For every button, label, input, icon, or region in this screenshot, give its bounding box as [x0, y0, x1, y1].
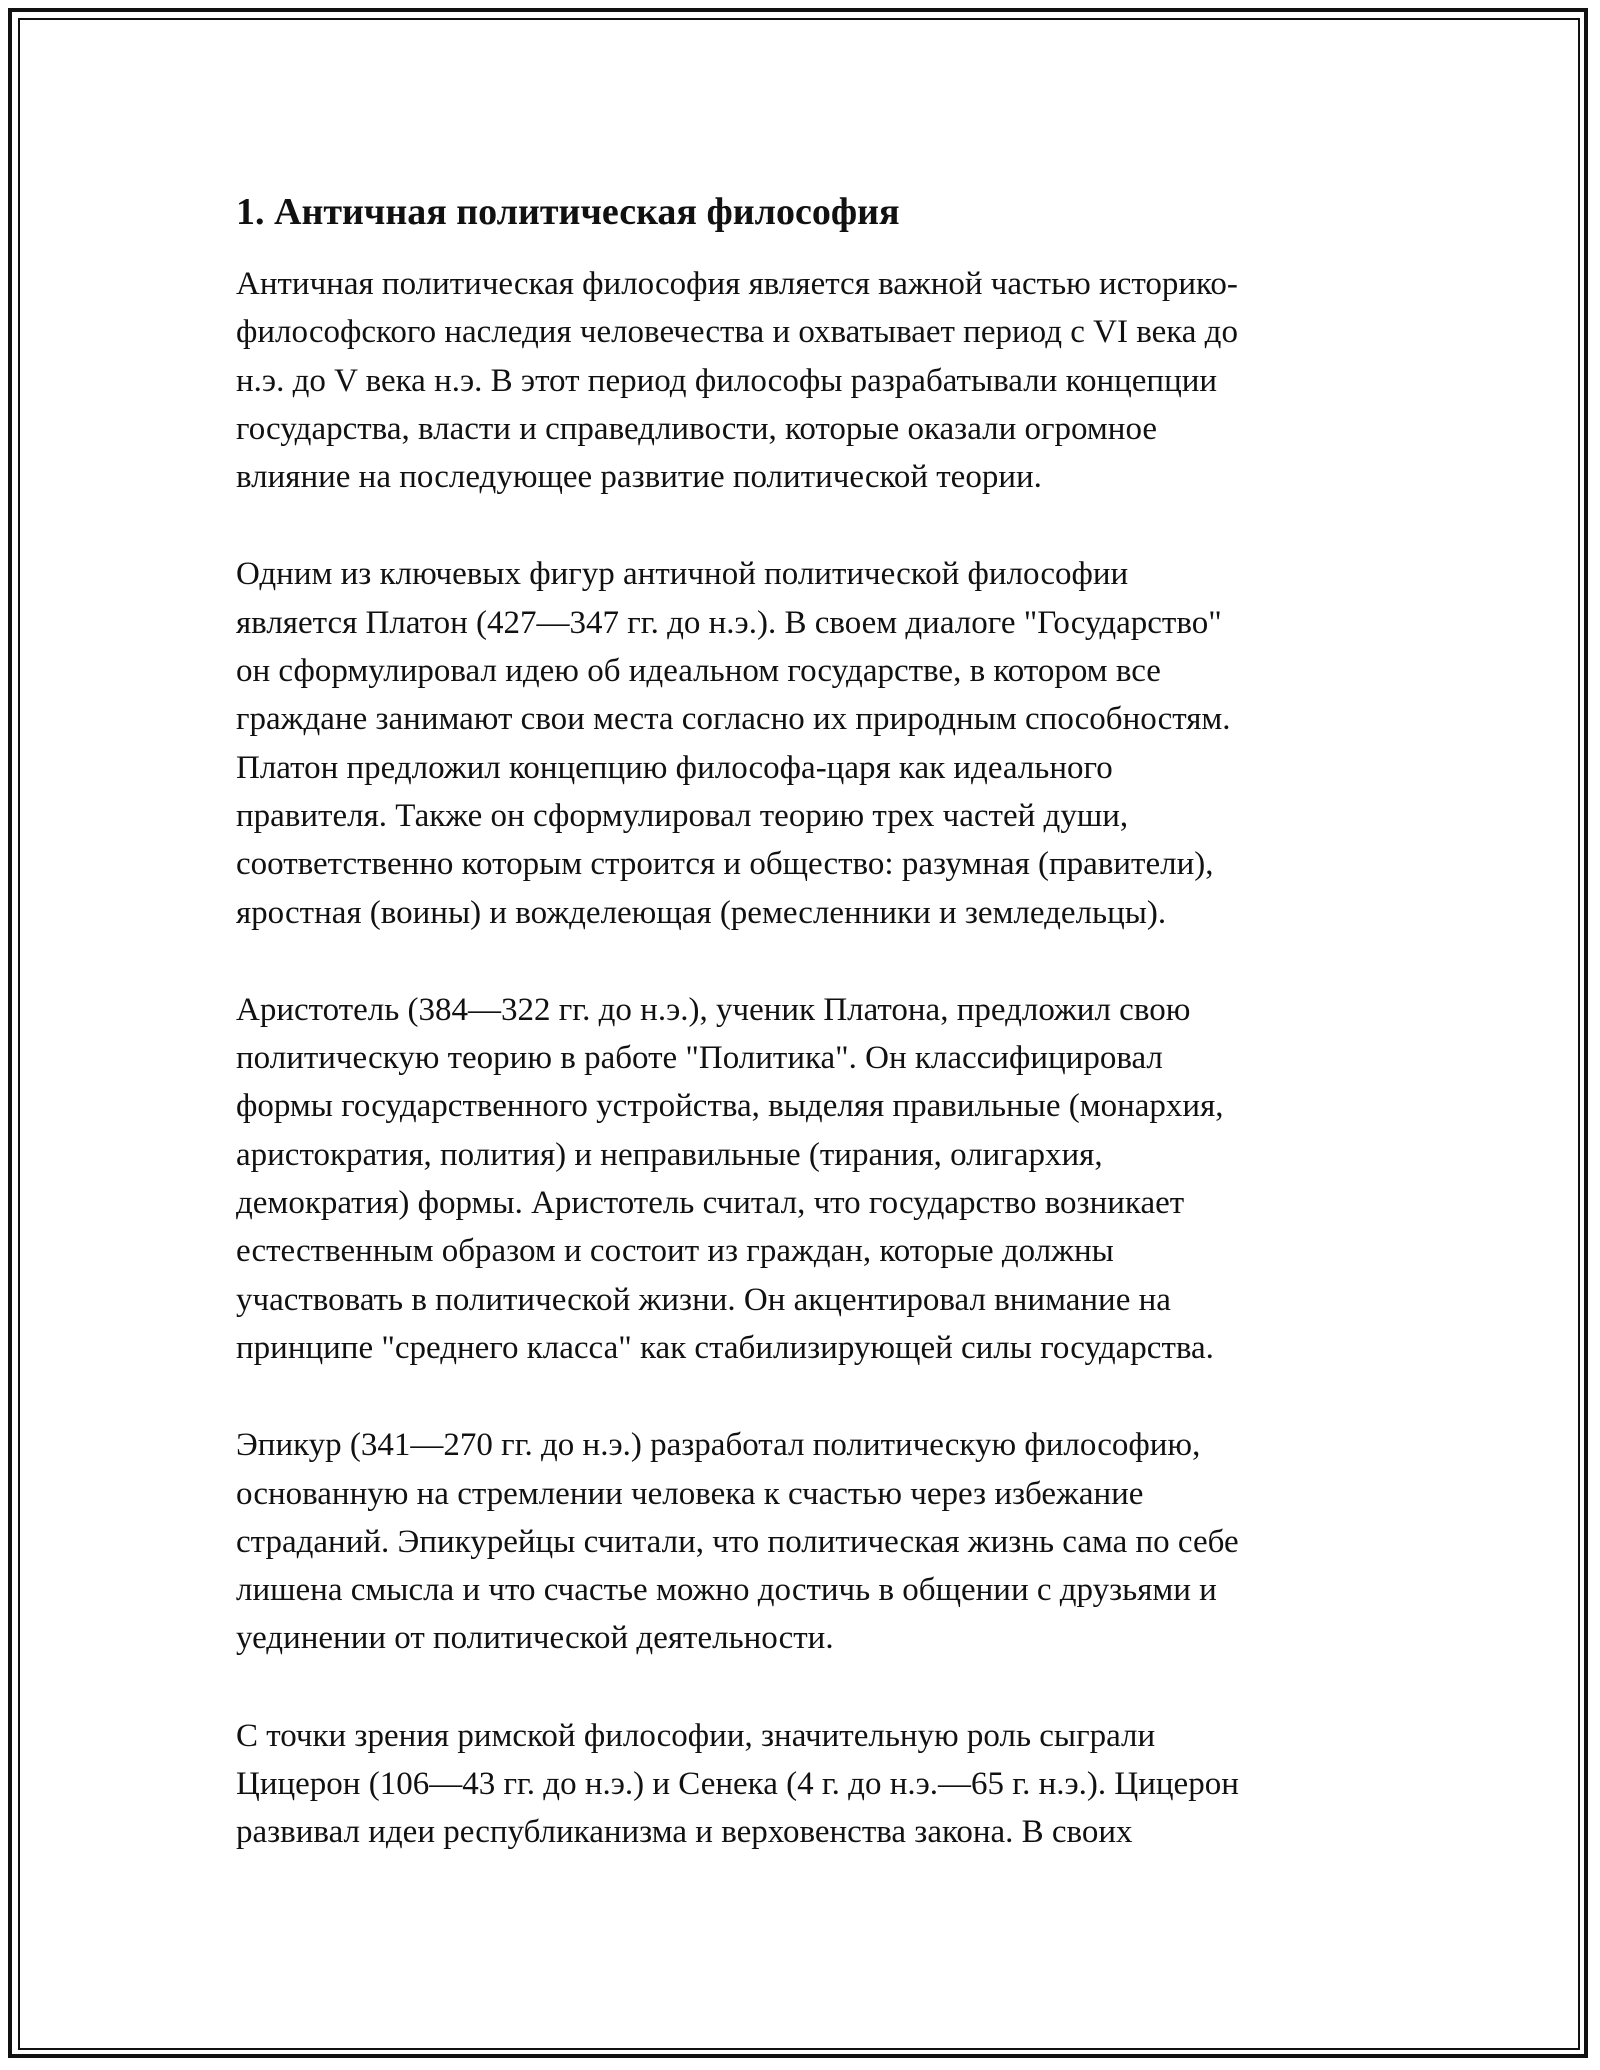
document-body	[236, 186, 1386, 1906]
paragraph-plato: Одним из ключевых фигур античной политической философии является Платон (427—347 гг. до н.э.). В своем диалоге "Государство" он сформулировал идею об идеальном государстве, в котором все граждане занимают свои места согласно их природным способностям. Платон предложил концепцию философа-царя как идеального правителя. Также он сформулировал теорию трех частей души, соответственно которым строится и общество: разумная (правители), яростная (воины) и вожделеющая (ремесленники и земледельцы).	[236, 556, 1231, 931]
paragraph-roman: С точки зрения римской философии, значительную роль сыграли Цицерон (106—43 гг. до н.э.) и Сенека (4 г. до н.э.—65 г. н.э.). Цицерон развивал идеи республиканизма и верховенства закона. В своих	[236, 1717, 1239, 1851]
paragraph-aristotle: Аристотель (384—322 гг. до н.э.), ученик Платона, предложил свою политическую теорию в работе "Политика". Он классифицировал формы государственного устройства, выделяя правильные (монархия, аристократия, полития) и неправильные (тирания, олигархия, демократия) формы. Аристотель считал, что государство возникает естественным образом и состоит из граждан, которые должны участвовать в политической жизни. Он акцентировал внимание на принципе "среднего класса" как стабилизирующей силы государства.	[236, 991, 1224, 1366]
paragraph-intro: Античная политическая философия является важной частью историко- философского наследия человечества и охватывает период с VI века до н.э. до V века н.э. В этот период философы разрабатывали концепции государства, власти и справедливости, которые оказали огромное влияние на последующее развитие политической теории.	[236, 266, 1238, 496]
section-heading: 1. Античная политическая философия	[236, 191, 900, 233]
paragraph-epicurus: Эпикур (341—270 гг. до н.э.) разработал политическую философию, основанную на стремлении человека к счастью через избежание страданий. Эпикурейцы считали, что политическая жизнь сама по себе лишена смысла и что счастье можно достичь в общении с друзьями и уединении от политической деятельности.	[236, 1427, 1239, 1657]
